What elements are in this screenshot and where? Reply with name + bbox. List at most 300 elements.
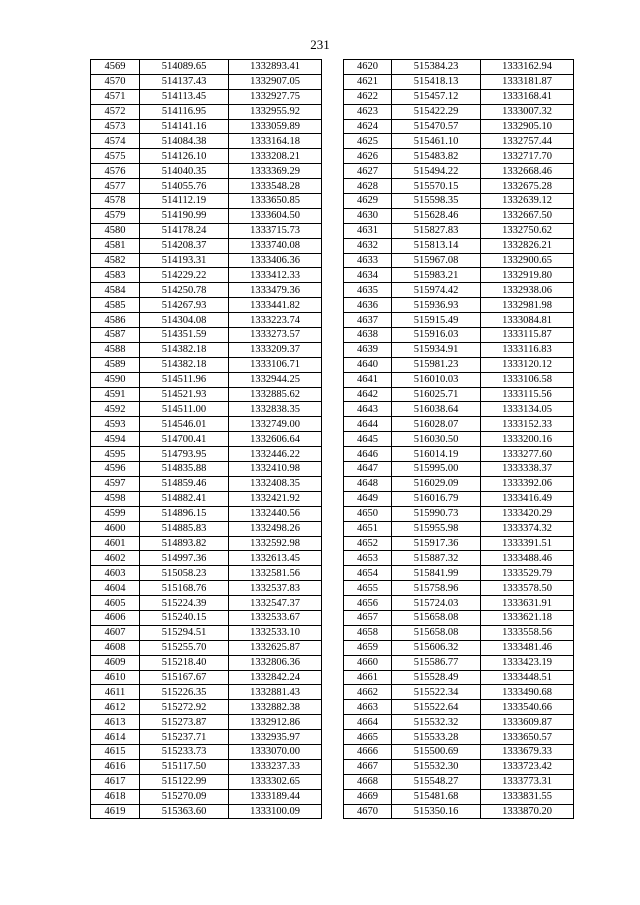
table-row bbox=[344, 238, 574, 253]
x-coordinate-cell: 515384.23 bbox=[392, 60, 481, 75]
x-coordinate-cell: 514793.95 bbox=[140, 447, 229, 462]
x-coordinate-cell: 515628.46 bbox=[392, 208, 481, 223]
y-coordinate-cell: 1333621.18 bbox=[481, 610, 574, 625]
table-row bbox=[91, 357, 322, 372]
table-row bbox=[91, 179, 322, 194]
x-coordinate-cell: 515974.42 bbox=[392, 283, 481, 298]
table-row bbox=[344, 551, 574, 566]
table-row bbox=[344, 89, 574, 104]
y-coordinate-cell: 1332935.97 bbox=[229, 730, 322, 745]
table-row bbox=[344, 208, 574, 223]
table-row bbox=[91, 506, 322, 521]
x-coordinate-cell: 515167.67 bbox=[140, 670, 229, 685]
y-coordinate-cell: 1333679.33 bbox=[481, 744, 574, 759]
x-coordinate-cell: 516010.03 bbox=[392, 372, 481, 387]
table-row bbox=[91, 715, 322, 730]
table-row bbox=[91, 670, 322, 685]
table-row bbox=[344, 342, 574, 357]
point-number-cell: 4609 bbox=[91, 655, 140, 670]
point-number-cell: 4588 bbox=[91, 342, 140, 357]
x-coordinate-cell: 514141.16 bbox=[140, 119, 229, 134]
x-coordinate-cell: 514267.93 bbox=[140, 298, 229, 313]
y-coordinate-cell: 1332675.28 bbox=[481, 179, 574, 194]
point-number-cell: 4662 bbox=[344, 685, 392, 700]
y-coordinate-cell: 1333115.87 bbox=[481, 328, 574, 343]
x-coordinate-cell: 515470.57 bbox=[392, 119, 481, 134]
y-coordinate-cell: 1333420.29 bbox=[481, 506, 574, 521]
x-coordinate-cell: 515841.99 bbox=[392, 566, 481, 581]
y-coordinate-cell: 1333740.08 bbox=[229, 238, 322, 253]
y-coordinate-cell: 1333115.56 bbox=[481, 387, 574, 402]
table-row bbox=[344, 60, 574, 75]
x-coordinate-cell: 514178.24 bbox=[140, 223, 229, 238]
point-number-cell: 4627 bbox=[344, 164, 392, 179]
table-row bbox=[344, 417, 574, 432]
point-number-cell: 4651 bbox=[344, 521, 392, 536]
y-coordinate-cell: 1333070.00 bbox=[229, 744, 322, 759]
y-coordinate-cell: 1332838.35 bbox=[229, 402, 322, 417]
x-coordinate-cell: 514893.82 bbox=[140, 536, 229, 551]
x-coordinate-cell: 515483.82 bbox=[392, 149, 481, 164]
x-coordinate-cell: 514208.37 bbox=[140, 238, 229, 253]
x-coordinate-cell: 514229.22 bbox=[140, 268, 229, 283]
y-coordinate-cell: 1333208.21 bbox=[229, 149, 322, 164]
table-row bbox=[344, 134, 574, 149]
x-coordinate-cell: 515422.29 bbox=[392, 104, 481, 119]
point-number-cell: 4599 bbox=[91, 506, 140, 521]
x-coordinate-cell: 514351.59 bbox=[140, 328, 229, 343]
x-coordinate-cell: 515122.99 bbox=[140, 774, 229, 789]
y-coordinate-cell: 1332893.41 bbox=[229, 60, 322, 75]
point-number-cell: 4613 bbox=[91, 715, 140, 730]
point-number-cell: 4569 bbox=[91, 60, 140, 75]
table-row bbox=[91, 596, 322, 611]
table-row bbox=[91, 581, 322, 596]
point-number-cell: 4582 bbox=[91, 253, 140, 268]
coordinates-table-right bbox=[343, 59, 574, 819]
point-number-cell: 4636 bbox=[344, 298, 392, 313]
table-row bbox=[91, 759, 322, 774]
point-number-cell: 4658 bbox=[344, 625, 392, 640]
table-row bbox=[344, 179, 574, 194]
y-coordinate-cell: 1333578.50 bbox=[481, 581, 574, 596]
point-number-cell: 4578 bbox=[91, 194, 140, 209]
point-number-cell: 4644 bbox=[344, 417, 392, 432]
table-row bbox=[344, 194, 574, 209]
y-coordinate-cell: 1332907.05 bbox=[229, 74, 322, 89]
x-coordinate-cell: 514040.35 bbox=[140, 164, 229, 179]
x-coordinate-cell: 514896.15 bbox=[140, 506, 229, 521]
table-row bbox=[344, 655, 574, 670]
point-number-cell: 4657 bbox=[344, 610, 392, 625]
y-coordinate-cell: 1332944.25 bbox=[229, 372, 322, 387]
y-coordinate-cell: 1332639.12 bbox=[481, 194, 574, 209]
x-coordinate-cell: 515168.76 bbox=[140, 581, 229, 596]
point-number-cell: 4620 bbox=[344, 60, 392, 75]
table-row bbox=[91, 491, 322, 506]
table-row bbox=[91, 700, 322, 715]
y-coordinate-cell: 1332446.22 bbox=[229, 447, 322, 462]
x-coordinate-cell: 515224.39 bbox=[140, 596, 229, 611]
point-number-cell: 4617 bbox=[91, 774, 140, 789]
point-number-cell: 4585 bbox=[91, 298, 140, 313]
table-row bbox=[344, 685, 574, 700]
table-row bbox=[344, 223, 574, 238]
x-coordinate-cell: 514126.10 bbox=[140, 149, 229, 164]
y-coordinate-cell: 1332900.65 bbox=[481, 253, 574, 268]
x-coordinate-cell: 516038.64 bbox=[392, 402, 481, 417]
y-coordinate-cell: 1333120.12 bbox=[481, 357, 574, 372]
x-coordinate-cell: 515218.40 bbox=[140, 655, 229, 670]
point-number-cell: 4573 bbox=[91, 119, 140, 134]
y-coordinate-cell: 1333529.79 bbox=[481, 566, 574, 581]
point-number-cell: 4571 bbox=[91, 89, 140, 104]
y-coordinate-cell: 1333441.82 bbox=[229, 298, 322, 313]
point-number-cell: 4601 bbox=[91, 536, 140, 551]
x-coordinate-cell: 515990.73 bbox=[392, 506, 481, 521]
y-coordinate-cell: 1332410.98 bbox=[229, 462, 322, 477]
table-row bbox=[344, 625, 574, 640]
point-number-cell: 4576 bbox=[91, 164, 140, 179]
point-number-cell: 4607 bbox=[91, 625, 140, 640]
point-number-cell: 4660 bbox=[344, 655, 392, 670]
x-coordinate-cell: 515724.03 bbox=[392, 596, 481, 611]
point-number-cell: 4642 bbox=[344, 387, 392, 402]
x-coordinate-cell: 514521.93 bbox=[140, 387, 229, 402]
table-row bbox=[344, 372, 574, 387]
y-coordinate-cell: 1332592.98 bbox=[229, 536, 322, 551]
point-number-cell: 4645 bbox=[344, 432, 392, 447]
x-coordinate-cell: 515457.12 bbox=[392, 89, 481, 104]
y-coordinate-cell: 1333374.32 bbox=[481, 521, 574, 536]
point-number-cell: 4606 bbox=[91, 610, 140, 625]
y-coordinate-cell: 1333831.55 bbox=[481, 789, 574, 804]
x-coordinate-cell: 515522.64 bbox=[392, 700, 481, 715]
point-number-cell: 4659 bbox=[344, 640, 392, 655]
point-number-cell: 4608 bbox=[91, 640, 140, 655]
y-coordinate-cell: 1333723.42 bbox=[481, 759, 574, 774]
point-number-cell: 4656 bbox=[344, 596, 392, 611]
point-number-cell: 4587 bbox=[91, 328, 140, 343]
point-number-cell: 4646 bbox=[344, 447, 392, 462]
x-coordinate-cell: 514511.96 bbox=[140, 372, 229, 387]
x-coordinate-cell: 515461.10 bbox=[392, 134, 481, 149]
table-row bbox=[91, 149, 322, 164]
point-number-cell: 4629 bbox=[344, 194, 392, 209]
point-number-cell: 4670 bbox=[344, 804, 392, 819]
point-number-cell: 4628 bbox=[344, 179, 392, 194]
x-coordinate-cell: 515481.68 bbox=[392, 789, 481, 804]
table-row bbox=[91, 685, 322, 700]
point-number-cell: 4661 bbox=[344, 670, 392, 685]
x-coordinate-cell: 515658.08 bbox=[392, 610, 481, 625]
y-coordinate-cell: 1333084.81 bbox=[481, 313, 574, 328]
y-coordinate-cell: 1333650.57 bbox=[481, 730, 574, 745]
y-coordinate-cell: 1333773.31 bbox=[481, 774, 574, 789]
point-number-cell: 4600 bbox=[91, 521, 140, 536]
x-coordinate-cell: 515981.23 bbox=[392, 357, 481, 372]
table-row bbox=[91, 744, 322, 759]
y-coordinate-cell: 1332749.00 bbox=[229, 417, 322, 432]
x-coordinate-cell: 515606.32 bbox=[392, 640, 481, 655]
point-number-cell: 4580 bbox=[91, 223, 140, 238]
point-number-cell: 4611 bbox=[91, 685, 140, 700]
y-coordinate-cell: 1333392.06 bbox=[481, 476, 574, 491]
point-number-cell: 4647 bbox=[344, 462, 392, 477]
x-coordinate-cell: 515887.32 bbox=[392, 551, 481, 566]
x-coordinate-cell: 514112.19 bbox=[140, 194, 229, 209]
x-coordinate-cell: 515827.83 bbox=[392, 223, 481, 238]
point-number-cell: 4622 bbox=[344, 89, 392, 104]
x-coordinate-cell: 515967.08 bbox=[392, 253, 481, 268]
x-coordinate-cell: 514882.41 bbox=[140, 491, 229, 506]
y-coordinate-cell: 1332625.87 bbox=[229, 640, 322, 655]
point-number-cell: 4603 bbox=[91, 566, 140, 581]
point-number-cell: 4649 bbox=[344, 491, 392, 506]
x-coordinate-cell: 515598.35 bbox=[392, 194, 481, 209]
table-row bbox=[344, 476, 574, 491]
table-row bbox=[344, 610, 574, 625]
x-coordinate-cell: 514997.36 bbox=[140, 551, 229, 566]
y-coordinate-cell: 1333007.32 bbox=[481, 104, 574, 119]
table-row bbox=[344, 298, 574, 313]
x-coordinate-cell: 515418.13 bbox=[392, 74, 481, 89]
point-number-cell: 4626 bbox=[344, 149, 392, 164]
point-number-cell: 4635 bbox=[344, 283, 392, 298]
y-coordinate-cell: 1333302.65 bbox=[229, 774, 322, 789]
x-coordinate-cell: 515273.87 bbox=[140, 715, 229, 730]
x-coordinate-cell: 515570.15 bbox=[392, 179, 481, 194]
table-row bbox=[344, 581, 574, 596]
y-coordinate-cell: 1332912.86 bbox=[229, 715, 322, 730]
table-row bbox=[344, 491, 574, 506]
y-coordinate-cell: 1333209.37 bbox=[229, 342, 322, 357]
y-coordinate-cell: 1333059.89 bbox=[229, 119, 322, 134]
table-row bbox=[91, 74, 322, 89]
table-row bbox=[344, 640, 574, 655]
point-number-cell: 4624 bbox=[344, 119, 392, 134]
x-coordinate-cell: 515528.49 bbox=[392, 670, 481, 685]
y-coordinate-cell: 1333481.46 bbox=[481, 640, 574, 655]
point-number-cell: 4570 bbox=[91, 74, 140, 89]
table-row bbox=[91, 774, 322, 789]
table-row bbox=[344, 536, 574, 551]
table-row bbox=[344, 506, 574, 521]
point-number-cell: 4668 bbox=[344, 774, 392, 789]
x-coordinate-cell: 515983.21 bbox=[392, 268, 481, 283]
y-coordinate-cell: 1333152.33 bbox=[481, 417, 574, 432]
y-coordinate-cell: 1333116.83 bbox=[481, 342, 574, 357]
point-number-cell: 4575 bbox=[91, 149, 140, 164]
x-coordinate-cell: 516014.19 bbox=[392, 447, 481, 462]
point-number-cell: 4596 bbox=[91, 462, 140, 477]
x-coordinate-cell: 514113.45 bbox=[140, 89, 229, 104]
point-number-cell: 4621 bbox=[344, 74, 392, 89]
table-row bbox=[91, 462, 322, 477]
x-coordinate-cell: 515955.98 bbox=[392, 521, 481, 536]
x-coordinate-cell: 514116.95 bbox=[140, 104, 229, 119]
point-number-cell: 4665 bbox=[344, 730, 392, 745]
point-number-cell: 4595 bbox=[91, 447, 140, 462]
x-coordinate-cell: 515532.32 bbox=[392, 715, 481, 730]
point-number-cell: 4618 bbox=[91, 789, 140, 804]
table-row bbox=[344, 789, 574, 804]
table-row bbox=[91, 342, 322, 357]
x-coordinate-cell: 515995.00 bbox=[392, 462, 481, 477]
y-coordinate-cell: 1333369.29 bbox=[229, 164, 322, 179]
table-row bbox=[344, 744, 574, 759]
x-coordinate-cell: 515813.14 bbox=[392, 238, 481, 253]
table-row bbox=[91, 730, 322, 745]
point-number-cell: 4591 bbox=[91, 387, 140, 402]
table-row bbox=[344, 730, 574, 745]
x-coordinate-cell: 514835.88 bbox=[140, 462, 229, 477]
y-coordinate-cell: 1332421.92 bbox=[229, 491, 322, 506]
table-row bbox=[344, 804, 574, 819]
x-coordinate-cell: 515494.22 bbox=[392, 164, 481, 179]
y-coordinate-cell: 1332613.45 bbox=[229, 551, 322, 566]
y-coordinate-cell: 1332606.64 bbox=[229, 432, 322, 447]
point-number-cell: 4594 bbox=[91, 432, 140, 447]
y-coordinate-cell: 1333168.41 bbox=[481, 89, 574, 104]
y-coordinate-cell: 1333558.56 bbox=[481, 625, 574, 640]
table-row bbox=[91, 804, 322, 819]
y-coordinate-cell: 1333448.51 bbox=[481, 670, 574, 685]
point-number-cell: 4602 bbox=[91, 551, 140, 566]
table-row bbox=[344, 357, 574, 372]
y-coordinate-cell: 1333479.36 bbox=[229, 283, 322, 298]
point-number-cell: 4604 bbox=[91, 581, 140, 596]
point-number-cell: 4574 bbox=[91, 134, 140, 149]
y-coordinate-cell: 1332440.56 bbox=[229, 506, 322, 521]
point-number-cell: 4597 bbox=[91, 476, 140, 491]
point-number-cell: 4633 bbox=[344, 253, 392, 268]
y-coordinate-cell: 1332885.62 bbox=[229, 387, 322, 402]
y-coordinate-cell: 1333604.50 bbox=[229, 208, 322, 223]
point-number-cell: 4639 bbox=[344, 342, 392, 357]
table-row bbox=[91, 610, 322, 625]
point-number-cell: 4638 bbox=[344, 328, 392, 343]
y-coordinate-cell: 1333277.60 bbox=[481, 447, 574, 462]
y-coordinate-cell: 1332938.06 bbox=[481, 283, 574, 298]
y-coordinate-cell: 1333488.46 bbox=[481, 551, 574, 566]
table-row bbox=[91, 625, 322, 640]
y-coordinate-cell: 1333338.37 bbox=[481, 462, 574, 477]
table-row bbox=[91, 328, 322, 343]
y-coordinate-cell: 1333715.73 bbox=[229, 223, 322, 238]
table-row bbox=[91, 566, 322, 581]
y-coordinate-cell: 1333870.20 bbox=[481, 804, 574, 819]
table-row bbox=[344, 328, 574, 343]
x-coordinate-cell: 515255.70 bbox=[140, 640, 229, 655]
point-number-cell: 4589 bbox=[91, 357, 140, 372]
y-coordinate-cell: 1333391.51 bbox=[481, 536, 574, 551]
x-coordinate-cell: 515548.27 bbox=[392, 774, 481, 789]
y-coordinate-cell: 1333200.16 bbox=[481, 432, 574, 447]
y-coordinate-cell: 1333416.49 bbox=[481, 491, 574, 506]
x-coordinate-cell: 514700.41 bbox=[140, 432, 229, 447]
y-coordinate-cell: 1332667.50 bbox=[481, 208, 574, 223]
x-coordinate-cell: 514137.43 bbox=[140, 74, 229, 89]
x-coordinate-cell: 515272.92 bbox=[140, 700, 229, 715]
point-number-cell: 4598 bbox=[91, 491, 140, 506]
y-coordinate-cell: 1332981.98 bbox=[481, 298, 574, 313]
x-coordinate-cell: 516030.50 bbox=[392, 432, 481, 447]
table-row bbox=[91, 417, 322, 432]
table-row bbox=[344, 670, 574, 685]
point-number-cell: 4625 bbox=[344, 134, 392, 149]
table-row bbox=[344, 313, 574, 328]
x-coordinate-cell: 515117.50 bbox=[140, 759, 229, 774]
table-row bbox=[91, 640, 322, 655]
table-row bbox=[344, 402, 574, 417]
x-coordinate-cell: 516029.09 bbox=[392, 476, 481, 491]
y-coordinate-cell: 1332750.62 bbox=[481, 223, 574, 238]
y-coordinate-cell: 1333490.68 bbox=[481, 685, 574, 700]
x-coordinate-cell: 515363.60 bbox=[140, 804, 229, 819]
point-number-cell: 4637 bbox=[344, 313, 392, 328]
table-row bbox=[91, 134, 322, 149]
x-coordinate-cell: 514511.00 bbox=[140, 402, 229, 417]
x-coordinate-cell: 515500.69 bbox=[392, 744, 481, 759]
point-number-cell: 4648 bbox=[344, 476, 392, 491]
y-coordinate-cell: 1332668.46 bbox=[481, 164, 574, 179]
table-row bbox=[91, 536, 322, 551]
y-coordinate-cell: 1333134.05 bbox=[481, 402, 574, 417]
table-row bbox=[91, 432, 322, 447]
x-coordinate-cell: 516028.07 bbox=[392, 417, 481, 432]
table-row bbox=[344, 74, 574, 89]
table-row bbox=[344, 104, 574, 119]
point-number-cell: 4623 bbox=[344, 104, 392, 119]
x-coordinate-cell: 514546.01 bbox=[140, 417, 229, 432]
y-coordinate-cell: 1332882.38 bbox=[229, 700, 322, 715]
x-coordinate-cell: 514382.18 bbox=[140, 342, 229, 357]
y-coordinate-cell: 1333273.57 bbox=[229, 328, 322, 343]
x-coordinate-cell: 515226.35 bbox=[140, 685, 229, 700]
table-row bbox=[91, 372, 322, 387]
point-number-cell: 4581 bbox=[91, 238, 140, 253]
point-number-cell: 4653 bbox=[344, 551, 392, 566]
x-coordinate-cell: 515936.93 bbox=[392, 298, 481, 313]
table-row bbox=[91, 194, 322, 209]
point-number-cell: 4650 bbox=[344, 506, 392, 521]
x-coordinate-cell: 514190.99 bbox=[140, 208, 229, 223]
y-coordinate-cell: 1332806.36 bbox=[229, 655, 322, 670]
x-coordinate-cell: 516016.79 bbox=[392, 491, 481, 506]
point-number-cell: 4669 bbox=[344, 789, 392, 804]
point-number-cell: 4572 bbox=[91, 104, 140, 119]
x-coordinate-cell: 515237.71 bbox=[140, 730, 229, 745]
table-row bbox=[344, 268, 574, 283]
table-row bbox=[344, 596, 574, 611]
y-coordinate-cell: 1332533.10 bbox=[229, 625, 322, 640]
table-row bbox=[91, 402, 322, 417]
point-number-cell: 4655 bbox=[344, 581, 392, 596]
point-number-cell: 4605 bbox=[91, 596, 140, 611]
y-coordinate-cell: 1333181.87 bbox=[481, 74, 574, 89]
y-coordinate-cell: 1333609.87 bbox=[481, 715, 574, 730]
table-row bbox=[91, 283, 322, 298]
point-number-cell: 4632 bbox=[344, 238, 392, 253]
point-number-cell: 4593 bbox=[91, 417, 140, 432]
table-row bbox=[91, 551, 322, 566]
x-coordinate-cell: 514885.83 bbox=[140, 521, 229, 536]
point-number-cell: 4667 bbox=[344, 759, 392, 774]
y-coordinate-cell: 1333237.33 bbox=[229, 759, 322, 774]
table-row bbox=[344, 462, 574, 477]
y-coordinate-cell: 1333650.85 bbox=[229, 194, 322, 209]
